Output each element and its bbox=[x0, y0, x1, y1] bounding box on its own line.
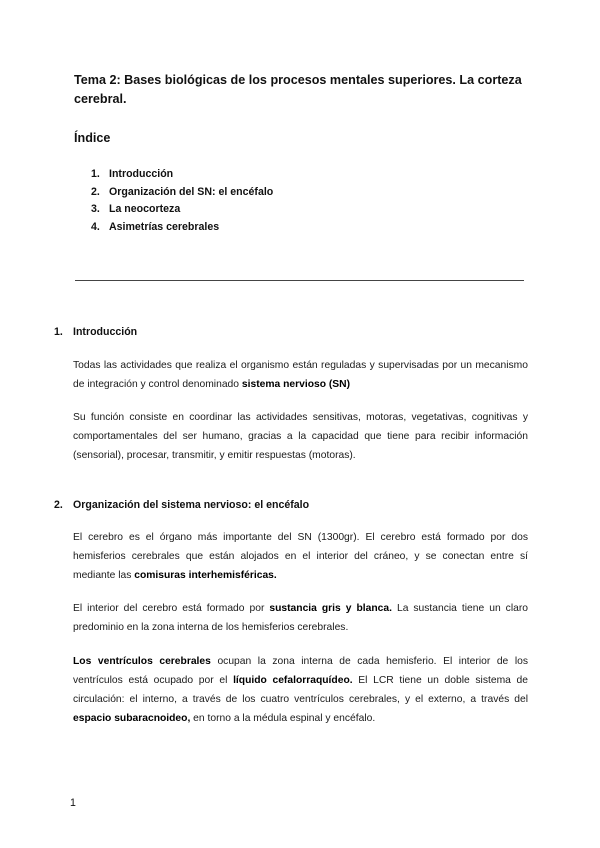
section-title: Introducción bbox=[73, 326, 138, 338]
toc-item-label: Organización del SN: el encéfalo bbox=[109, 185, 274, 198]
toc-item-number: 4. bbox=[91, 220, 100, 233]
toc-item bbox=[91, 219, 273, 237]
section-heading-encefalo bbox=[54, 497, 309, 513]
toc-item-number: 2. bbox=[91, 185, 100, 198]
section-heading-introduccion bbox=[54, 324, 137, 340]
toc-item-number: 3. bbox=[91, 203, 100, 215]
toc-item-label: Asimetrías cerebrales bbox=[109, 220, 220, 233]
toc-item bbox=[91, 201, 273, 219]
index-heading: Índice bbox=[74, 131, 111, 145]
toc-item-number: 1. bbox=[91, 168, 100, 180]
page-number: 1 bbox=[70, 797, 76, 809]
bold-term: Los ventrículos cerebrales bbox=[73, 656, 211, 667]
bold-term: líquido cefalorraquídeo. bbox=[233, 675, 353, 686]
bold-term: comisuras interhemisféricas. bbox=[134, 570, 277, 581]
toc-item-label: Introducción bbox=[109, 168, 174, 180]
paragraph-text: El cerebro es el órgano más importante del SN (1300gr). El cerebro está formado por dos hemisferios cerebrales que están alojados en el interior del cráneo, y se conectan entre sí mediante las bbox=[73, 532, 528, 581]
bold-term: espacio subaracnoideo, bbox=[73, 713, 191, 724]
bold-term: sistema nervioso (SN) bbox=[241, 379, 351, 390]
paragraph-text: en torno a la médula espinal y encéfalo. bbox=[190, 713, 376, 724]
toc-item-label: La neocorteza bbox=[109, 203, 181, 215]
paragraph-text: El interior del cerebro está formado por bbox=[73, 603, 270, 614]
paragraph bbox=[73, 528, 528, 585]
document-title: Tema 2: Bases biológicas de los procesos mentales superiores. La corteza cerebral. bbox=[74, 73, 522, 106]
paragraph-text: La sustancia tiene un claro predominio en la zona interna de los hemisferios cerebrales. bbox=[73, 603, 528, 633]
section-title: Organización del sistema nervioso: el encéfalo bbox=[73, 499, 310, 511]
paragraph bbox=[73, 599, 528, 637]
paragraph: Su función consiste en coordinar las actividades sensitivas, motoras, vegetativas, cognitivas y comportamentales del ser humano, gracias a la capacidad que tiene para recibir información (sensorial), procesar, transmitir, y emitir respuestas (motoras). bbox=[73, 412, 528, 461]
paragraph-text: Todas las actividades que realiza el organismo están reguladas y supervisadas por un mecanismo de integración y control denominado bbox=[73, 360, 528, 390]
bold-term: sustancia gris y blanca. bbox=[269, 603, 392, 614]
table-of-contents bbox=[91, 166, 273, 236]
toc-item bbox=[91, 166, 273, 184]
horizontal-divider bbox=[75, 280, 524, 281]
paragraph-text: El LCR tiene un doble sistema de circulación: el interno, a través de los cuatro ventrículos cerebrales, y el externo, a través del bbox=[73, 675, 529, 705]
section-number: 2. bbox=[54, 499, 63, 511]
paragraph bbox=[73, 356, 528, 394]
paragraph-text: ocupan la zona interna de cada hemisferio. El interior de los ventrículos está ocupado por el bbox=[73, 656, 528, 686]
section-number: 1. bbox=[54, 326, 63, 338]
paragraph bbox=[73, 652, 528, 728]
toc-item bbox=[91, 184, 273, 202]
